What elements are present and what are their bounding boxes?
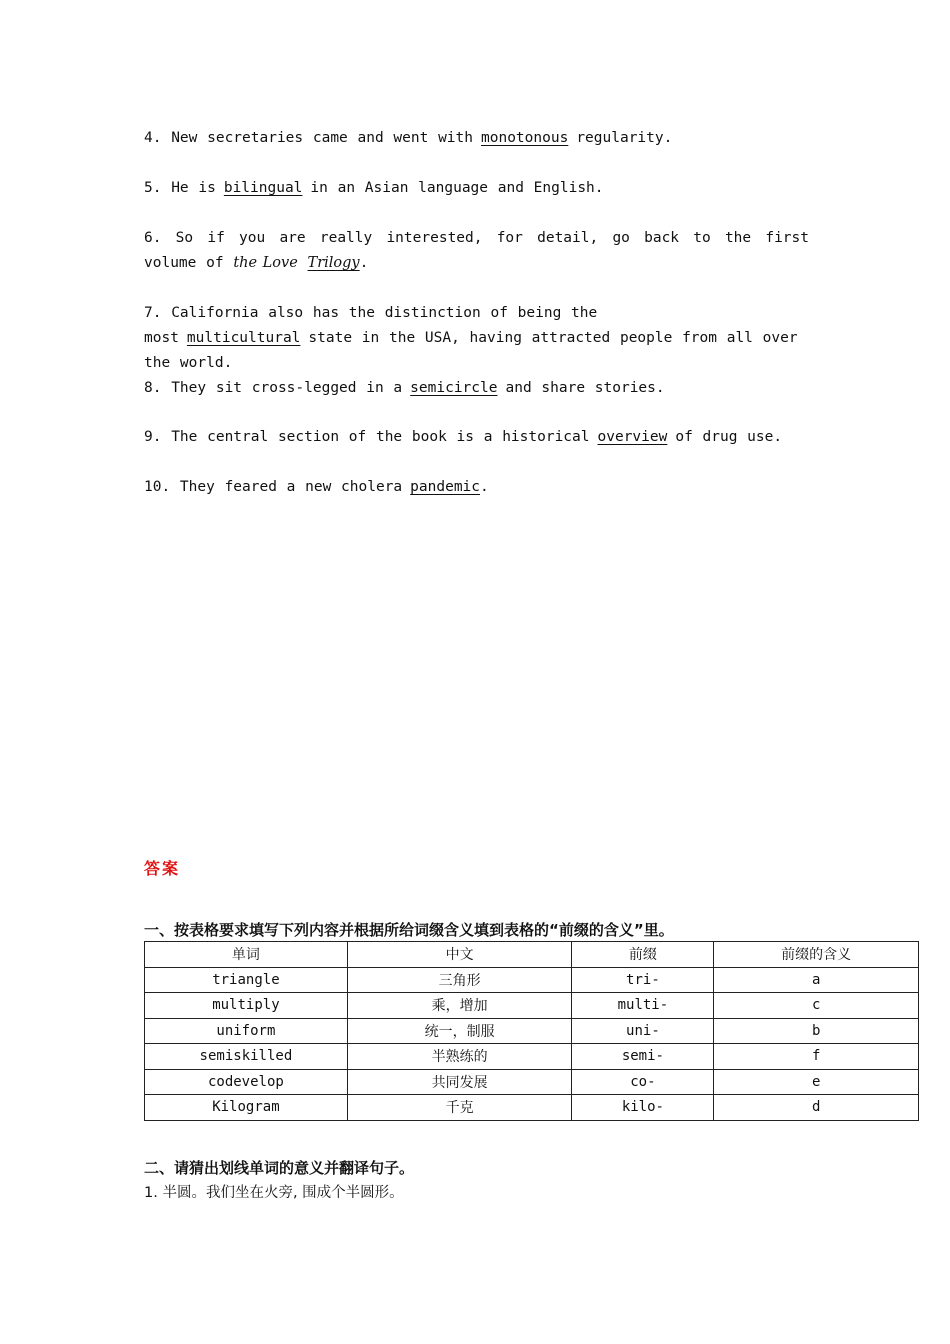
- sentence-text: in an Asian language and English.: [310, 180, 604, 196]
- italic-title: the Love: [233, 255, 298, 271]
- table-row: [145, 1095, 919, 1121]
- sentence-8: [144, 376, 809, 401]
- cell-chinese: 共同发展: [347, 1069, 572, 1095]
- underlined-word: semicircle: [410, 380, 498, 396]
- cell-word: codevelop: [145, 1069, 348, 1095]
- sentence-4: [144, 126, 809, 151]
- cell-word: Kilogram: [145, 1095, 348, 1121]
- cell-meaning: a: [714, 967, 919, 993]
- sentence-text: 6. So if you are really interested, for detail, go back to the first volume of: [144, 230, 819, 271]
- cell-meaning: e: [714, 1069, 919, 1095]
- table-row: [145, 1018, 919, 1044]
- table-row: [145, 993, 919, 1019]
- underlined-word: pandemic: [410, 479, 481, 495]
- sentence-text: .: [480, 479, 489, 495]
- cell-chinese: 半熟练的: [347, 1044, 572, 1070]
- answer-1: 1. 半圆。我们坐在火旁, 围成个半圆形。: [144, 1185, 404, 1201]
- cell-word: semiskilled: [145, 1044, 348, 1070]
- header-chinese: 中文: [347, 942, 572, 968]
- cell-prefix: semi-: [572, 1044, 714, 1070]
- table-row: [145, 1044, 919, 1070]
- sentence-text: of drug use.: [675, 429, 783, 445]
- sentence-text: state in the USA, having attracted people from all over the world.: [144, 330, 808, 371]
- cell-prefix: kilo-: [572, 1095, 714, 1121]
- sentence-text: and share stories.: [505, 380, 665, 396]
- sentence-6: [144, 226, 819, 276]
- sentence-10: [144, 475, 809, 500]
- sentence-text: .: [359, 255, 369, 271]
- sentence-9: [144, 425, 809, 450]
- underlined-word: monotonous: [481, 130, 569, 146]
- cell-meaning: f: [714, 1044, 919, 1070]
- cell-prefix: co-: [572, 1069, 714, 1095]
- cell-chinese: 统一，制服: [347, 1018, 572, 1044]
- underlined-word: multicultural: [186, 330, 301, 346]
- sentence-text: 4. New secretaries came and went with: [144, 130, 474, 146]
- sentence-text: 10. They feared a new cholera: [144, 479, 403, 495]
- sentence-7: [144, 301, 809, 376]
- section-2-title: 二、请猜出划线单词的意义并翻译句子。: [144, 1159, 415, 1177]
- cell-word: uniform: [145, 1018, 348, 1044]
- sentence-text: 9. The central section of the book is a historical: [144, 429, 590, 445]
- cell-word: triangle: [145, 967, 348, 993]
- answer-heading: 答案: [144, 859, 181, 878]
- cell-prefix: uni-: [572, 1018, 714, 1044]
- sentence-text: regularity.: [576, 130, 673, 146]
- underlined-word: Trilogy: [307, 255, 360, 271]
- table-header-row: [145, 942, 919, 968]
- cell-chinese: 三角形: [347, 967, 572, 993]
- sentence-text: 5. He is: [144, 180, 216, 196]
- underlined-word: overview: [597, 429, 668, 445]
- sentence-text: 7. California also has the distinction of being the most: [144, 305, 607, 346]
- table-row: [145, 967, 919, 993]
- prefix-table: [144, 941, 919, 1121]
- cell-prefix: tri-: [572, 967, 714, 993]
- cell-meaning: b: [714, 1018, 919, 1044]
- section-1-title: 一、按表格要求填写下列内容并根据所给词缀含义填到表格的“前缀的含义”里。: [144, 921, 674, 939]
- header-prefix-meaning: 前缀的含义: [714, 942, 919, 968]
- cell-meaning: c: [714, 993, 919, 1019]
- underlined-word: bilingual: [223, 180, 303, 196]
- cell-prefix: multi-: [572, 993, 714, 1019]
- sentence-5: [144, 176, 809, 201]
- cell-chinese: 乘，增加: [347, 993, 572, 1019]
- table-row: [145, 1069, 919, 1095]
- header-word: 单词: [145, 942, 348, 968]
- sentence-text: 8. They sit cross-legged in a: [144, 380, 403, 396]
- cell-meaning: d: [714, 1095, 919, 1121]
- header-prefix: 前缀: [572, 942, 714, 968]
- cell-chinese: 千克: [347, 1095, 572, 1121]
- cell-word: multiply: [145, 993, 348, 1019]
